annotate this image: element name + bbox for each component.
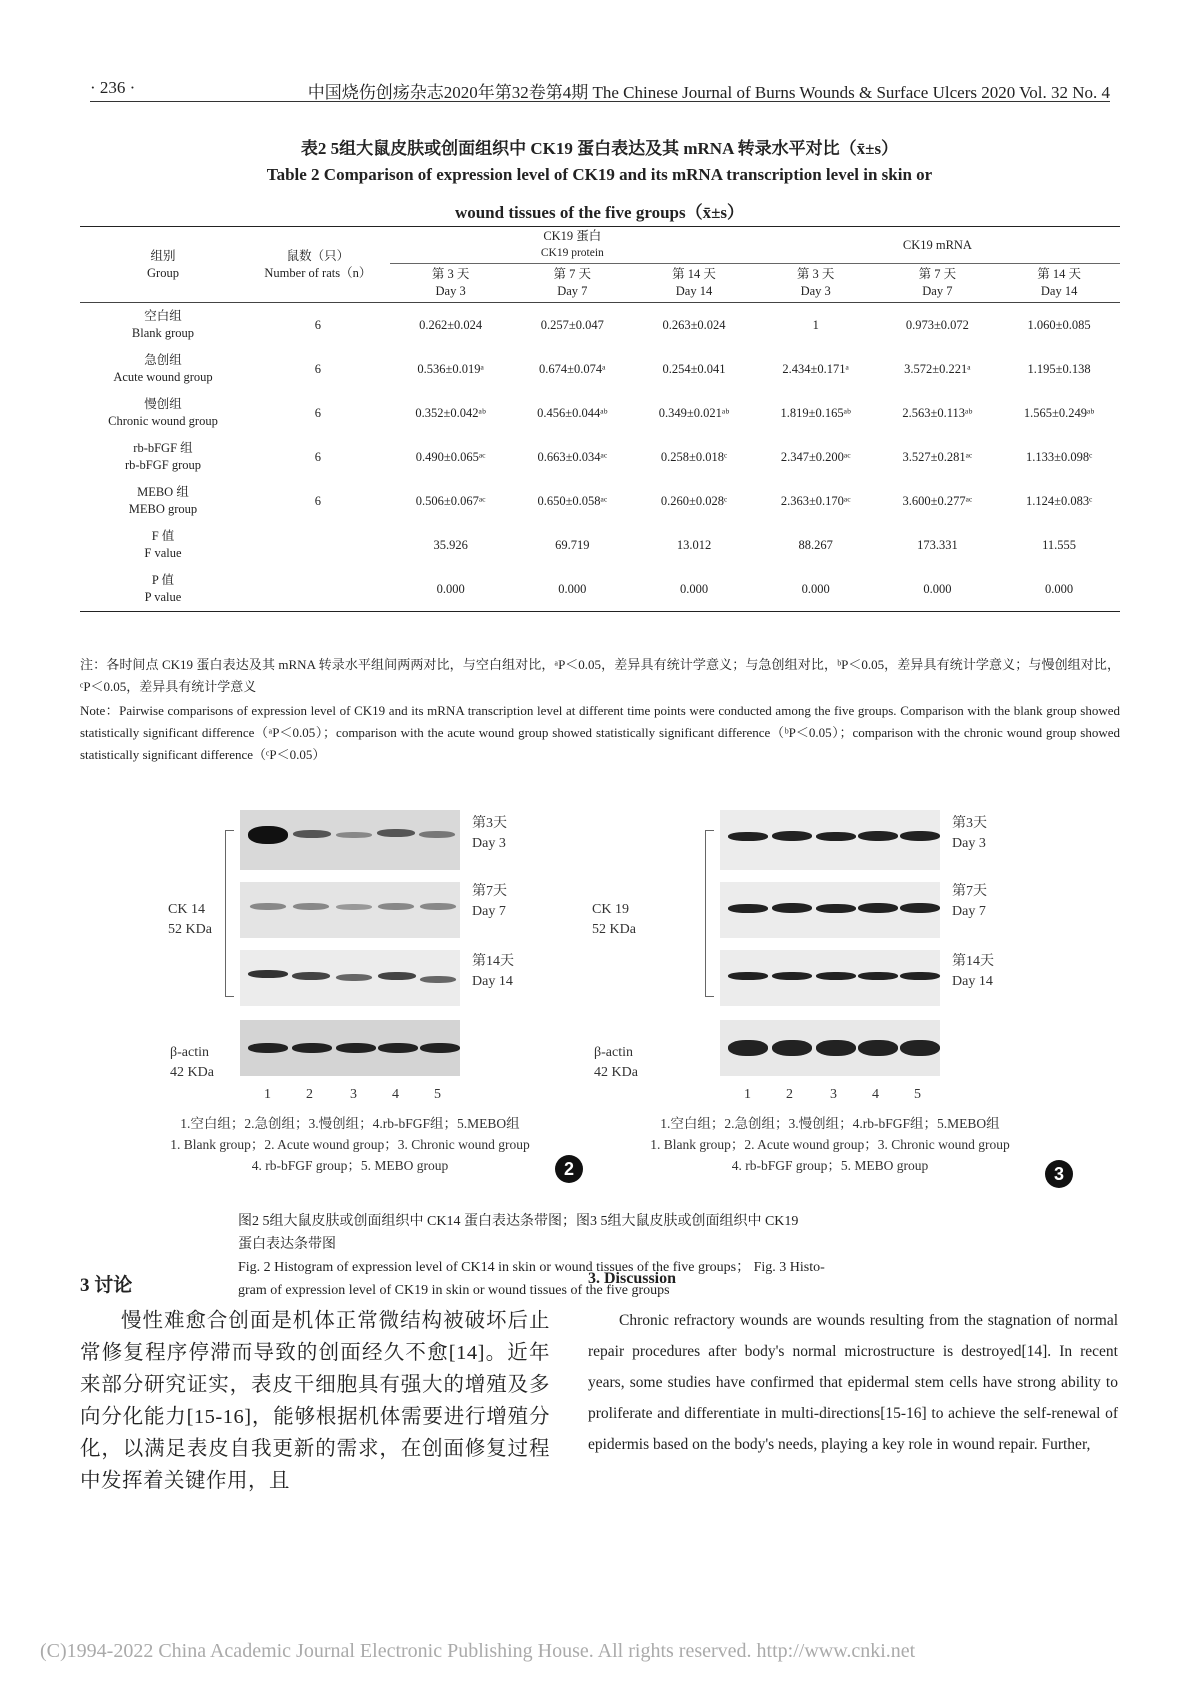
group-name-en: Blank group	[131, 326, 195, 340]
table-caption-cn: 表2 5组大鼠皮肤或创面组织中 CK19 蛋白表达及其 mRNA 转录水平对比（x̄±s）	[300, 139, 899, 158]
band-d14-l1	[728, 972, 768, 980]
bracket	[225, 830, 234, 997]
value-cell: 0.352±0.042ᵃᵇ	[415, 405, 486, 420]
head-m-d7: 第 7 天 Day 7	[918, 267, 957, 298]
day3-label: 第3天 Day 3	[952, 816, 987, 851]
table-row	[80, 435, 1120, 479]
band-d14-l4	[378, 972, 416, 980]
value-cell: 0.506±0.067ᵃᶜ	[415, 493, 486, 508]
group-cell	[80, 303, 246, 348]
band-d7-l2	[772, 903, 812, 913]
value-cell: 2.434±0.171ᵃ	[782, 361, 849, 376]
group-cell	[80, 391, 246, 435]
band-actin-l4	[378, 1043, 418, 1053]
value-cell: 1.060±0.085	[1027, 317, 1091, 332]
group-name-en: P value	[144, 590, 182, 604]
band-d14-l5	[900, 972, 940, 980]
band-d7-l5	[900, 903, 940, 913]
group-name-cn: MEBO 组	[137, 485, 189, 499]
head-p-d3: 第 3 天 Day 3	[431, 267, 470, 298]
group-name-cn: P 值	[151, 573, 175, 587]
band-d14-l5	[420, 976, 456, 983]
day3-label: 第3天 Day 3	[472, 816, 507, 851]
rats-cell	[246, 523, 390, 567]
head-group: 组别 Group	[147, 248, 179, 280]
section-heading-en: 3. Discussion	[588, 1270, 677, 1287]
table-caption-en-2: wound tissues of the five groups（x̄±s）	[454, 203, 745, 222]
group-name-en: MEBO group	[128, 502, 198, 516]
group-cell	[80, 567, 246, 612]
group-name-cn: 慢创组	[144, 397, 182, 411]
band-d7-l5	[420, 903, 456, 910]
band-d7-l3	[336, 904, 372, 910]
value-cell: 1	[812, 317, 819, 332]
band-d14-l4	[858, 972, 898, 980]
day14-label: 第14天 Day 14	[472, 954, 514, 989]
marker-label: CK 19 52 KDa	[592, 902, 636, 937]
head-p-d7: 第 7 天 Day 7	[553, 267, 592, 298]
band-actin-l3	[336, 1043, 376, 1053]
value-cell: 0.349±0.021ᵃᵇ	[658, 405, 730, 420]
actin-label: β-actin 42 KDa	[594, 1045, 638, 1080]
figure-2-number: 2	[555, 1155, 583, 1183]
value-cell: 0.262±0.024	[419, 317, 483, 332]
lane-label: 5	[914, 1087, 921, 1102]
band-d3-l1	[248, 826, 288, 844]
band-actin-l1	[248, 1043, 288, 1053]
value-cell: 0.258±0.018ᶜ	[660, 449, 728, 464]
band-d3-l1	[728, 832, 768, 841]
figure-3-legend: 1.空白组；2.急创组；3.慢创组；4.rb-bFGF组；5.MEBO组 1. Blank group；2. Acute wound group；3. Chronic wound group 4. rb-bFGF group；5. MEBO group	[650, 1116, 1010, 1173]
value-cell: 3.572±0.221ᵃ	[904, 361, 971, 376]
group-cell	[80, 523, 246, 567]
group-name-en: rb-bFGF group	[124, 458, 201, 472]
actin-label: β-actin 42 KDa	[170, 1045, 214, 1080]
table-row	[80, 347, 1120, 391]
band-actin-l2	[772, 1040, 812, 1056]
value-cell: 69.719	[555, 537, 590, 552]
lane-label: 2	[786, 1087, 793, 1102]
lane-label: 1	[264, 1087, 271, 1102]
band-d7-l4	[378, 903, 414, 910]
value-cell: 1.819±0.165ᵃᵇ	[780, 405, 851, 420]
header-rule	[90, 101, 1110, 102]
band-actin-l5	[420, 1043, 460, 1053]
band-actin-l1	[728, 1040, 768, 1056]
value-cell: 0.973±0.072	[905, 317, 969, 332]
bracket	[705, 830, 714, 997]
band-d14-l3	[816, 972, 856, 980]
group-cell	[80, 435, 246, 479]
table-row	[80, 523, 1120, 567]
lane-label: 1	[744, 1087, 751, 1102]
band-d7-l4	[858, 903, 898, 913]
value-cell: 0.650±0.058ᵃᶜ	[537, 493, 608, 508]
band-actin-l4	[858, 1040, 898, 1056]
figure-caption: 图2 5组大鼠皮肤或创面组织中 CK14 蛋白表达条带图；图3 5组大鼠皮肤或创面组织中 CK19 蛋白表达条带图 Fig. 2 Histogram of expression level of CK14 in skin or wound tissues of the five groups； Fig. 3 Histo- gram of expression level of CK19 in skin or wound tissues of the five groups	[238, 1214, 825, 1298]
band-d14-l2	[292, 972, 330, 980]
rats-cell	[246, 567, 390, 612]
head-rats: 鼠数（只） Number of rats（n）	[264, 248, 372, 280]
value-cell: 0.000	[679, 581, 709, 596]
value-cell: 1.195±0.138	[1027, 361, 1091, 376]
band-d3-l2	[772, 831, 812, 841]
data-table	[80, 226, 1120, 612]
band-actin-l2	[292, 1043, 332, 1053]
table-row	[80, 391, 1120, 435]
day14-label: 第14天 Day 14	[952, 954, 994, 989]
table-body	[80, 303, 1120, 612]
table-head-row-1	[80, 227, 1120, 264]
page-number: · 236 ·	[90, 78, 136, 97]
table-note-en: Note：Pairwise comparisons of expression level of CK19 and its mRNA transcription level at different time points were conducted among the five groups. Comparison with the blank group showed statistically significant difference（ᵃP＜0.05）；comparison with the acute wound group showed statistically significant difference（ᵇP＜0.05）；comparison with the chronic wound group showed statistically significant difference（ᶜP＜0.05）	[80, 703, 1120, 762]
value-cell: 2.563±0.113ᵃᵇ	[902, 405, 973, 420]
group-cell	[80, 347, 246, 391]
rats-cell: 6	[314, 449, 321, 464]
table-caption-en-1: Table 2 Comparison of expression level of CK19 and its mRNA transcription level in skin or	[266, 165, 933, 184]
figure-3-blot	[592, 800, 1060, 1110]
lane-label: 2	[306, 1087, 313, 1102]
figure-3-number: 3	[1045, 1160, 1073, 1188]
value-cell: 0.000	[1045, 581, 1074, 596]
value-cell: 0.000	[436, 581, 465, 596]
lane-label: 3	[830, 1087, 837, 1102]
lane-label: 5	[434, 1087, 441, 1102]
table-note-cn: 注：各时间点 CK19 蛋白表达及其 mRNA 转录水平组间两两对比，与空白组对比，ᵃP＜0.05，差异具有统计学意义；与急创组对比，ᵇP＜0.05，差异具有统计学意义；与慢创组对比，ᶜP＜0.05，差异具有统计学意义	[80, 657, 1120, 694]
band-d3-l4	[377, 829, 415, 837]
section-heading-cn: 3 讨论	[80, 1275, 133, 1296]
head-mrna: CK19 mRNA	[755, 227, 1120, 264]
figure-2-blot	[140, 800, 580, 1110]
value-cell: 1.124±0.083ᶜ	[1025, 493, 1093, 508]
body-text-en: Chronic refractory wounds are wounds resulting from the stagnation of normal repair procedures after body's normal microstructure is destroyed[14]. In recent years, some studies have confirmed that epidermal stem cells have strong ability to proliferate and differentiate in multi-directions[15-16] to achieve the self-renewal of epidermis based on the body's needs, playing a key role in wound repair. Further,	[588, 1312, 1118, 1453]
table-row	[80, 303, 1120, 348]
value-cell: 2.363±0.170ᵃᶜ	[780, 493, 851, 508]
value-cell: 11.555	[1042, 537, 1077, 552]
band-d7-l3	[816, 904, 856, 913]
figure-2-legend: 1.空白组；2.急创组；3.慢创组；4.rb-bFGF组；5.MEBO组 1. Blank group；2. Acute wound group；3. Chronic wound group 4. rb-bFGF group；5. MEBO group	[170, 1116, 530, 1173]
value-cell: 0.663±0.034ᵃᶜ	[537, 449, 608, 464]
band-d3-l3	[336, 832, 372, 838]
value-cell: 35.926	[433, 537, 468, 552]
band-d14-l3	[336, 974, 372, 981]
band-d3-l3	[816, 832, 856, 841]
band-d7-l1	[250, 903, 286, 910]
group-name-cn: rb-bFGF 组	[133, 441, 193, 455]
rats-cell: 6	[314, 405, 321, 420]
value-cell: 0.000	[801, 581, 830, 596]
value-cell: 0.674±0.074ᵃ	[539, 361, 606, 376]
band-d14-l2	[772, 972, 812, 980]
table-row	[80, 479, 1120, 523]
group-name-cn: 空白组	[144, 309, 182, 323]
day7-label: 第7天 Day 7	[472, 884, 507, 919]
copyright-footer: (C)1994-2022 China Academic Journal Electronic Publishing House. All rights reserved. http://www.cnki.net	[40, 1640, 916, 1662]
group-cell	[80, 479, 246, 523]
value-cell: 0.456±0.044ᵃᵇ	[537, 405, 608, 420]
marker-label: CK 14 52 KDa	[168, 902, 212, 937]
group-name-en: Chronic wound group	[108, 414, 218, 428]
value-cell: 0.000	[558, 581, 587, 596]
band-d7-l2	[293, 903, 329, 910]
value-cell: 0.254±0.041	[662, 361, 726, 376]
value-cell: 0.536±0.019ᵃ	[417, 361, 484, 376]
group-name-en: F value	[144, 546, 182, 560]
group-name-cn: 急创组	[144, 353, 182, 367]
value-cell: 3.600±0.277ᵃᶜ	[902, 493, 973, 508]
group-name-en: Acute wound group	[113, 370, 213, 384]
day7-label: 第7天 Day 7	[952, 884, 987, 919]
value-cell: 173.331	[917, 537, 958, 552]
band-d3-l5	[419, 831, 455, 838]
value-cell: 88.267	[798, 537, 833, 552]
table-row	[80, 567, 1120, 612]
rats-cell: 6	[314, 317, 321, 332]
blot-strip-day7	[240, 882, 460, 938]
band-d7-l1	[728, 904, 768, 913]
head-protein: CK19 蛋白 CK19 protein	[390, 227, 755, 264]
value-cell: 2.347±0.200ᵃᶜ	[780, 449, 851, 464]
value-cell: 3.527±0.281ᵃᶜ	[902, 449, 973, 464]
lane-label: 4	[392, 1087, 399, 1102]
value-cell: 0.000	[923, 581, 952, 596]
value-cell: 1.565±0.249ᵃᵇ	[1023, 405, 1095, 420]
value-cell: 13.012	[676, 537, 712, 552]
value-cell: 0.257±0.047	[540, 317, 604, 332]
band-actin-l3	[816, 1040, 856, 1056]
value-cell: 1.133±0.098ᶜ	[1025, 449, 1093, 464]
group-name-cn: F 值	[151, 529, 175, 543]
band-d3-l5	[900, 831, 940, 841]
head-p-d14: 第 14 天 Day 14	[672, 267, 716, 298]
value-cell: 0.490±0.065ᵃᶜ	[415, 449, 486, 464]
band-d3-l4	[858, 831, 898, 841]
head-m-d3: 第 3 天 Day 3	[796, 267, 835, 298]
rats-cell: 6	[314, 493, 321, 508]
band-d3-l2	[293, 830, 331, 838]
lane-label: 4	[872, 1087, 879, 1102]
lane-label: 3	[350, 1087, 357, 1102]
band-actin-l5	[900, 1040, 940, 1056]
head-m-d14: 第 14 天 Day 14	[1037, 267, 1081, 298]
value-cell: 0.263±0.024	[662, 317, 726, 332]
rats-cell: 6	[314, 361, 321, 376]
band-d14-l1	[248, 970, 288, 978]
body-text-cn: 慢性难愈合创面是机体正常微结构被破坏后止常修复程序停滞而导致的创面经久不愈[14]。近年来部分研究证实，表皮干细胞具有强大的增殖及多向分化能力[15-16]，能够根据机体需要进行增殖分化，以满足表皮自我更新的需求，在创面修复过程中发挥着关键作用，且	[80, 1310, 550, 1492]
journal-title: 中国烧伤创疡杂志2020年第32卷第4期 The Chinese Journal of Burns Wounds & Surface Ulcers 2020 Vol. 32 No. 4	[307, 83, 1110, 102]
value-cell: 0.260±0.028ᶜ	[660, 493, 728, 508]
